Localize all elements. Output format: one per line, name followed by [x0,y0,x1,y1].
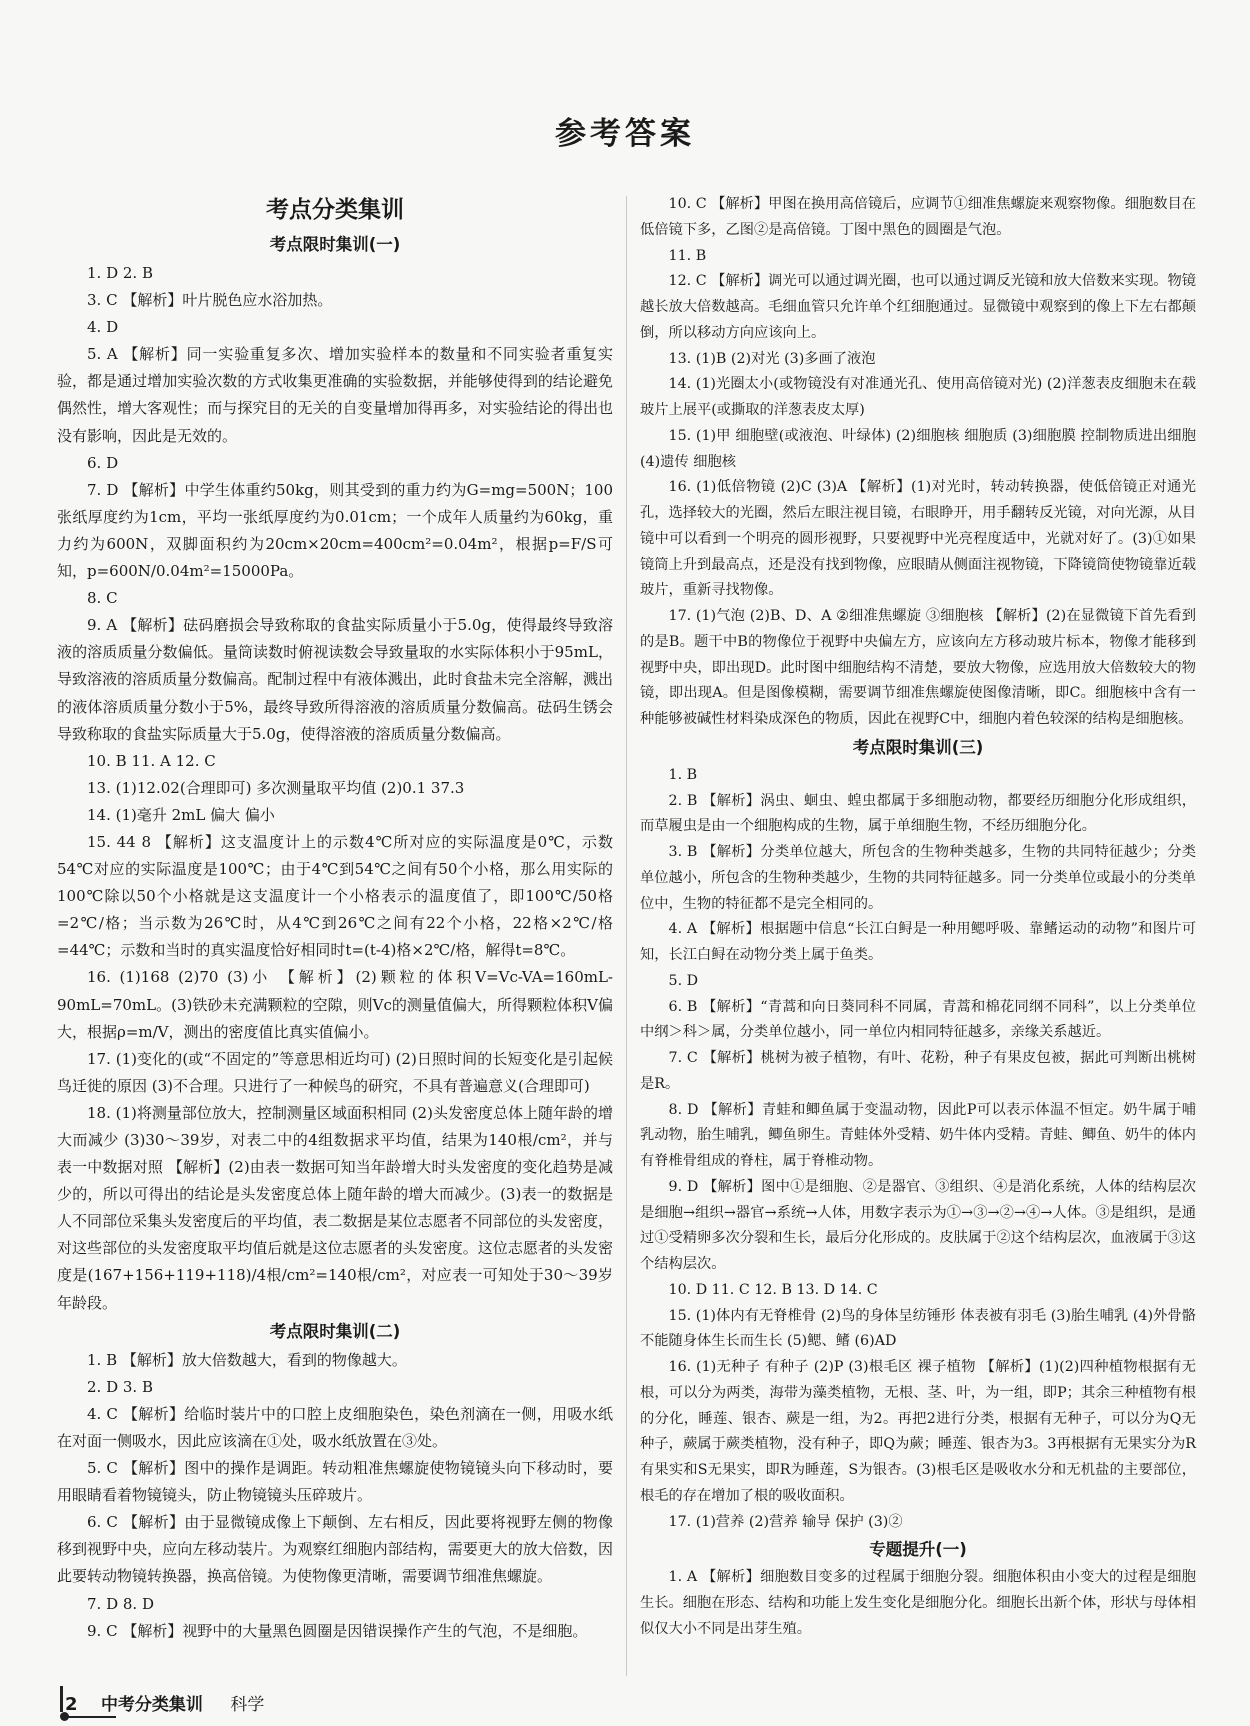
page-title: 参考答案 [555,116,695,152]
answer-item: 12. C 【解析】调光可以通过调光圈，也可以通过调反光镜和放大倍数来实现。物镜越长放大倍数越高。毛细血管只允许单个红细胞通过。显微镜中观察到的像上下左右都颠倒，所以移动方向应该向上。 [640,273,1196,341]
answer-item: 14. (1)毫升 2mL 偏大 偏小 [87,805,275,824]
answer-item: 8. D 【解析】青蛙和鲫鱼属于变温动物，因此P可以表示体温不恒定。奶牛属于哺乳动物，胎生哺乳，鲫鱼卵生。青蛙体外受精、奶牛体内受精。青蛙、鲫鱼、奶牛的体内有脊椎骨组成的脊柱，属于脊椎动物。 [640,1101,1196,1169]
subsection-title: 考点限时集训(一) [269,235,401,254]
answer-item: 4. C 【解析】给临时装片中的口腔上皮细胞染色，染色剂滴在一侧，用吸水纸在对面一侧吸水，因此应该滴在①处，吸水纸放置在③处。 [57,1404,613,1450]
right-column [640,192,1196,1643]
subsection-title: 专题提升(一) [869,1540,967,1560]
answer-item: 4. A 【解析】根据题中信息“长江白鲟是一种用鳃呼吸、靠鳍运动的动物”和图片可知，长江白鲟在动物分类上属于鱼类。 [640,921,1196,963]
answer-item: 10. D 11. C 12. B 13. D 14. C [668,1281,878,1298]
answer-item: 3. B 【解析】分类单位越大，所包含的生物种类越多，生物的共同特征越少；分类单位越小，所包含的生物种类越少，生物的共同特征越多。同一分类单位或最小的分类单位中，生物的特征都不是完全相同的。 [640,844,1196,912]
section-title: 考点分类集训 [266,197,404,223]
footer-line [66,1716,116,1718]
column-divider [626,196,627,1676]
answer-item: 7. C 【解析】桃树为被子植物，有叶、花粉，种子有果皮包被，据此可判断出桃树是R。 [640,1050,1196,1092]
answer-item: 7. D 8. D [87,1594,154,1613]
answer-item: 16. (1)低倍物镜 (2)C (3)A 【解析】(1)对光时，转动转换器，使低倍镜正对通光孔，选择较大的光圈，然后左眼注视目镜，右眼睁开，用手翻转反光镜，对向光源，从目镜中可以看到一个明亮的圆形视野，只要视野中光亮程度适中，光就对好了。(3)①如果镜筒上升到最高点，还是没有找到物像，应眼睛从侧面注视物镜，下降镜筒使物镜靠近载玻片，重新寻找物像。 [640,479,1196,599]
answer-item: 1. B [668,766,698,783]
answer-item: 6. D [87,453,119,472]
answer-item: 14. (1)光圈太小(或物镜没有对准通光孔、使用高倍镜对光) (2)洋葱表皮细胞未在载玻片上展平(或撕取的洋葱表皮太厚) [640,376,1196,418]
answer-item: 11. B [668,247,707,264]
answer-item: 2. D 3. B [87,1377,153,1396]
answer-item: 4. D [87,318,119,337]
subsection-title: 考点限时集训(三) [852,737,984,757]
answer-item: 8. C [87,589,118,608]
answer-item: 6. C 【解析】由于显微镜成像上下颠倒、左右相反，因此要将视野左侧的物像移到视野中央，应向左移动装片。为观察红细胞内部结构，需要更大的放大倍数，因此要转动物镜转换器，换高倍镜。为使物像更清晰，需要调节细准焦螺旋。 [57,1513,613,1586]
answer-item: 3. C 【解析】叶片脱色应水浴加热。 [87,291,333,310]
answer-item: 9. D 【解析】图中①是细胞、②是器官、③组织、④是消化系统，人体的结构层次是细胞→组织→器官→系统→人体，用数字表示为①→③→②→④→人体。③是组织，是通过①受精卵多次分裂和生长，最后分化形成的。皮肤属于②这个结构层次，血液属于③这个结构层次。 [640,1178,1196,1272]
answer-item: 18. (1)将测量部位放大，控制测量区域面积相同 (2)头发密度总体上随年龄的增大而减少 (3)30～39岁，对表二中的4组数据求平均值，结果为140根/cm²，并与表一中数据对照 【解析】(2)由表一数据可知当年龄增大时头发密度的变化趋势是减少的，所以可得出的结论是头发密度总体上随年龄的增大而减少。(3)表一的数据是人不同部位采集头发密度后的平均值，表二数据是某位志愿者不同部位的头发密度，对这些部位的头发密度取平均值后就是这位志愿者的头发密度。这位志愿者的头发密度是(167+156+119+118)/4根/cm²=140根/cm²，对应表一可知处于30～39岁年龄段。 [57,1103,613,1312]
answer-item: 6. B 【解析】“青蒿和向日葵同科不同属，青蒿和棉花同纲不同科”，以上分类单位中纲＞科＞属，分类单位越小，同一单位内相同特征越多，亲缘关系越近。 [640,998,1196,1041]
book-title: 中考分类集训 [100,1695,203,1715]
answer-item: 17. (1)变化的(或“不固定的”等意思相近均可) (2)日照时间的长短变化是引起候鸟迁徙的原因 (3)不合理。只进行了一种候鸟的研究，不具有普遍意义(合理即可) [57,1049,613,1095]
answer-item: 1. D 2. B [87,264,153,282]
answer-item: 10. B 11. A 12. C [87,751,216,770]
answer-item: 9. C 【解析】视野中的大量黑色圆圈是因错误操作产生的气泡，不是细胞。 [87,1621,588,1640]
answer-item: 15. (1)甲 细胞壁(或液泡、叶绿体) (2)细胞核 细胞质 (3)细胞膜 控制物质进出细胞 (4)遗传 细胞核 [640,427,1196,470]
answer-item: 7. D 【解析】中学生体重约50kg，则其受到的重力约为G=mg=500N；100张纸厚度约为1cm，平均一张纸厚度约为0.01cm；一个成年人质量约为60kg，重力约为600N，双脚面积约为20cm×20cm=400cm²=0.04m²，根据p=F/S可知，p=600N/0.04m²=15000Pa。 [57,480,613,581]
answer-item: 16. (1)168 (2)70 (3)小 【解析】(2)颗粒的体积V=Vc-VA=160mL-90mL=70mL。(3)铁砂未充满颗粒的空隙，则Vc的测量值偏大，所得颗粒体积V偏大，根据ρ=m/V，测出的密度值比真实值偏小。 [57,968,613,1041]
answer-item: 17. (1)营养 (2)营养 输导 保护 (3)② [668,1513,903,1530]
answer-item: 5. C 【解析】图中的操作是调距。转动粗准焦螺旋使物镜镜头向下移动时，要用眼睛看着物镜镜头，防止物镜镜头压碎玻片。 [57,1459,613,1505]
answer-item: 16. (1)无种子 有种子 (2)P (3)根毛区 裸子植物 【解析】(1)(2)四种植物根据有无根，可以分为两类，海带为藻类植物，无根、茎、叶，为一组，即P；其余三种植物有根的分化，睡莲、银杏、蕨是一组，为2。再把2进行分类，根据有无种子，可以分为Q无种子，蕨属于蕨类植物，没有种子，即Q为蕨；睡莲、银杏为3。3再根据有无果实分为R有果实和S无果实，即R为睡莲，S为银杏。(3)根毛区是吸收水分和无机盐的主要部位，根毛的存在增加了根的吸收面积。 [640,1359,1196,1504]
answer-item: 1. A 【解析】细胞数目变多的过程属于细胞分裂。细胞体积由小变大的过程是细胞生长。细胞在形态、结构和功能上发生变化是细胞分化。细胞长出新个体，形状与母体相似仅大小不同是出芽生殖。 [640,1569,1196,1637]
subsection-title: 考点限时集训(二) [269,1321,401,1341]
answer-item: 17. (1)气泡 (2)B、D、A ②细准焦螺旋 ③细胞核 【解析】(2)在显微镜下首先看到的是B。题干中B的物像位于视野中央偏左方，应该向左方移动玻片标本，物像才能移到视野中央，即出现D。此时图中细胞结构不清楚，要放大物像，应选用放大倍数较大的物镜，即出现A。但是图像模糊，需要调节细准焦螺旋使图像清晰，即C。细胞核中含有一种能够被碱性材料染成深色的物质，因此在视野C中，细胞内着色较深的结构是细胞核。 [640,608,1196,727]
page-number: 2 [65,1694,78,1715]
answer-item: 13. (1)B (2)对光 (3)多画了液泡 [668,350,876,367]
answer-item: 5. A 【解析】同一实验重复多次、增加实验样本的数量和不同实验者重复实验，都是通过增加实验次数的方式收集更准确的实验数据，并能够使得到的结论避免偶然性，增大客观性；而与探究目的无关的自变量增加得再多，对实验结论的得出也没有影响，因此是无效的。 [57,345,613,445]
answer-item: 9. A 【解析】砝码磨损会导致称取的食盐实际质量小于5.0g，使得最终导致溶液的溶质质量分数偏低。量筒读数时俯视读数会导致量取的水实际体积小于95mL，导致溶液的溶质质量分数偏高。配制过程中有液体溅出，此时食盐未完全溶解，溅出的液体溶质质量分数小于5%，最终导致所得溶液的溶质质量分数偏高。砝码生锈会导致称取的食盐实际质量大于5.0g，使得溶液的溶质质量分数偏高。 [57,616,613,743]
answer-item: 15. 44 8 【解析】这支温度计上的示数4℃所对应的实际温度是0℃，示数54℃对应的实际温度是100℃；由于4℃到54℃之间有50个小格，那么用实际的100℃除以50个小格就是这支温度计一个小格表示的温度值了，即100℃/50格=2℃/格；当示数为26℃时，从4℃到26℃之间有22个小格，22格×2℃/格=44℃；示数和当时的真实温度恰好相同时t=(t-4)格×2℃/格，解得t=8℃。 [57,832,613,960]
answer-item: 10. C 【解析】甲图在换用高倍镜后，应调节①细准焦螺旋来观察物像。细胞数目在低倍镜下多，乙图②是高倍镜。丁图中黑色的圆圈是气泡。 [640,196,1196,238]
answer-item: 15. (1)体内有无脊椎骨 (2)鸟的身体呈纺锤形 体表被有羽毛 (3)胎生哺乳 (4)外骨骼不能随身体生长而生长 (5)鳃、鳍 (6)AD [640,1307,1196,1350]
left-column [57,188,613,1645]
subject-label: 科学 [230,1695,265,1715]
page-footer [57,1690,264,1715]
answer-item: 5. D [668,972,699,989]
answer-item: 1. B 【解析】放大倍数越大，看到的物像越大。 [87,1350,407,1369]
answer-item: 13. (1)12.02(合理即可) 多次测量取平均值 (2)0.1 37.3 [87,778,465,797]
answer-item: 2. B 【解析】涡虫、蛔虫、蝗虫都属于多细胞动物，都要经历细胞分化形成组织，而草履虫是由一个细胞构成的生物，属于单细胞生物，不经历细胞分化。 [640,792,1196,835]
